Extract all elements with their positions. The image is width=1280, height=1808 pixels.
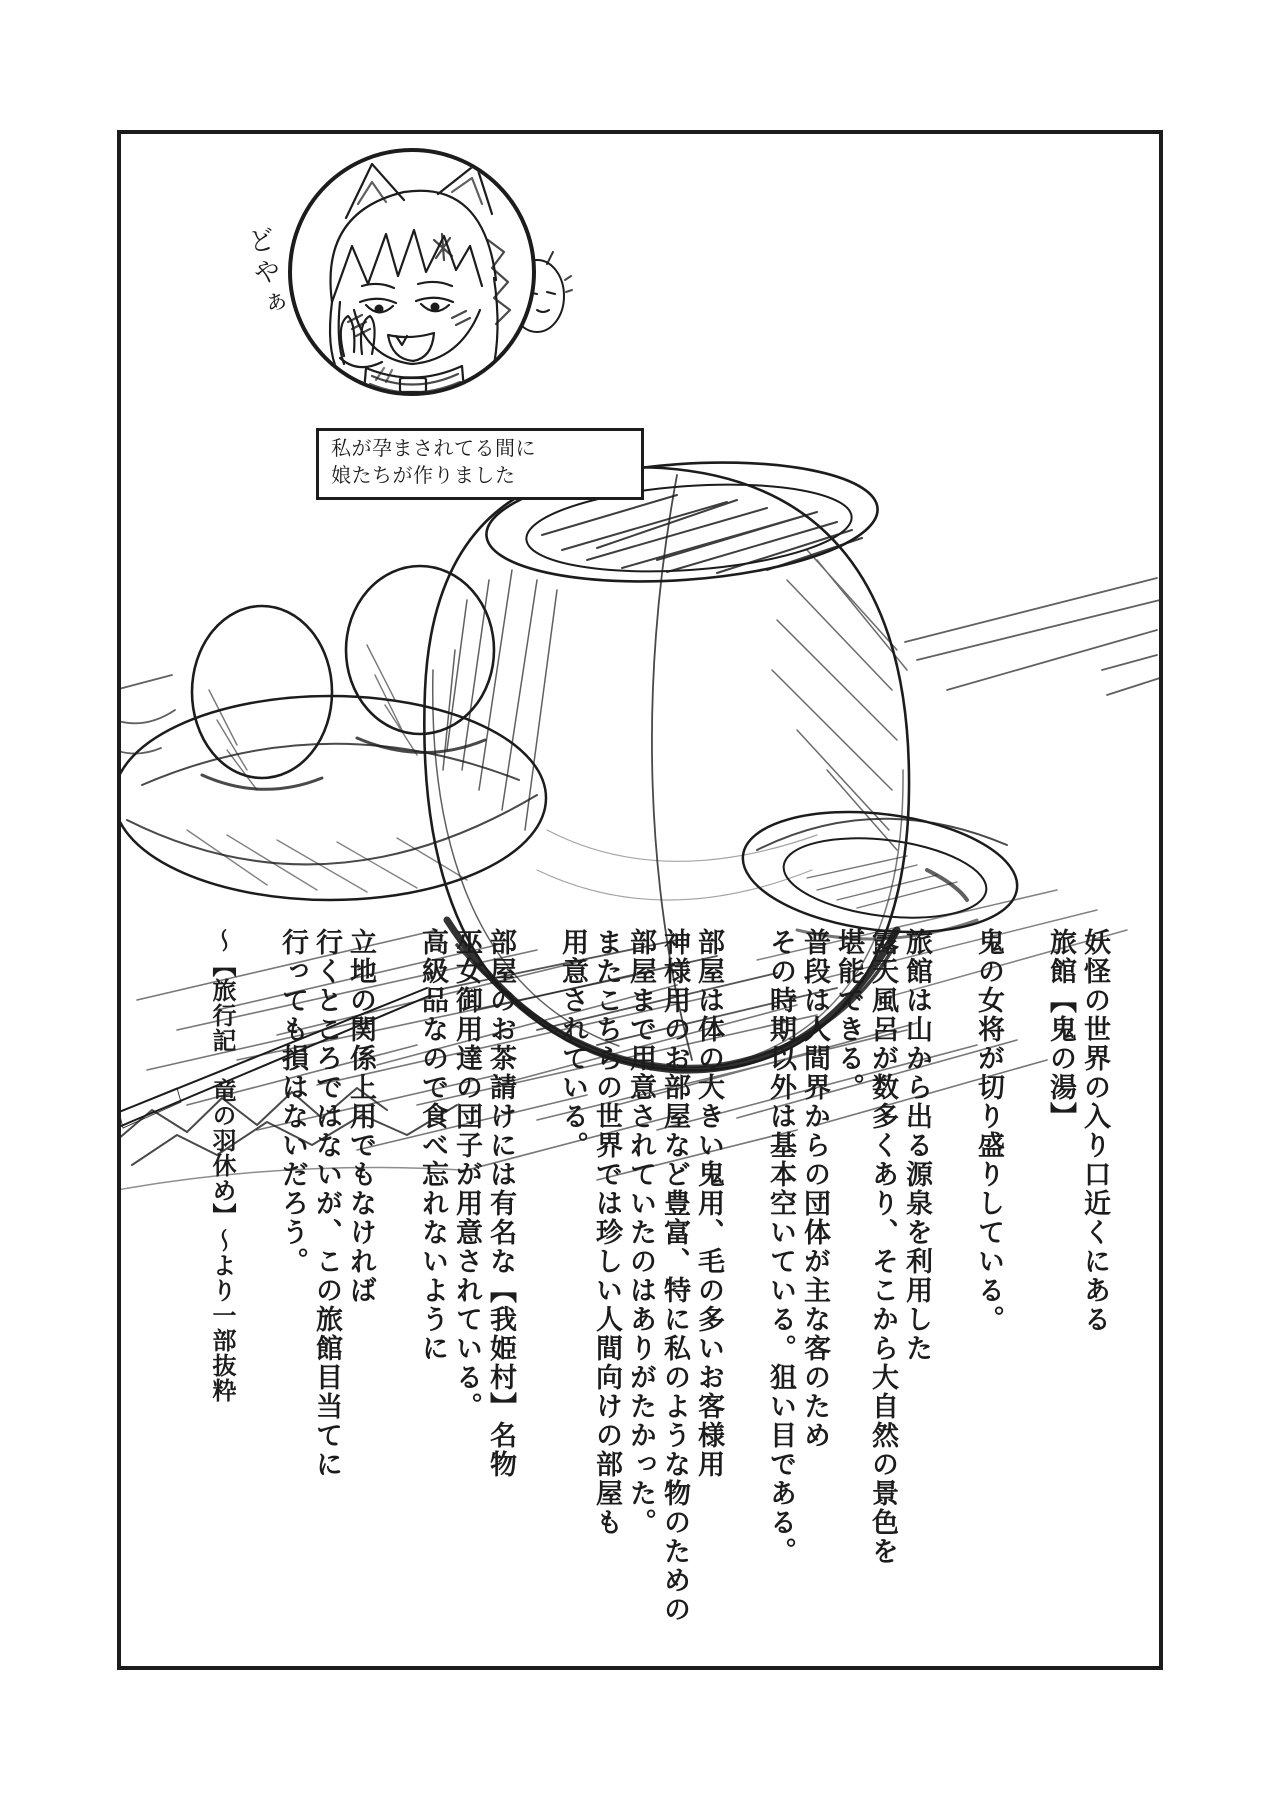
character-portrait bbox=[288, 148, 536, 396]
text-line: 鬼の女将が切り盛りしている。 bbox=[974, 928, 1004, 1334]
open-mouth bbox=[388, 333, 434, 361]
paragraph-okami bbox=[972, 928, 1006, 1640]
dumpling-plate bbox=[117, 566, 546, 900]
pot-right-hatch bbox=[772, 550, 907, 850]
text-line: 旅館は山から出る源泉を利用した bbox=[902, 928, 932, 1363]
eye-lids bbox=[360, 298, 453, 303]
pupil-left bbox=[375, 305, 384, 314]
citation-line: 〜【旅行記 竜の羽休め】〜より一部抜粋 bbox=[208, 928, 234, 1403]
text-line: 行っても損はないだろう。 bbox=[278, 928, 308, 1276]
travelogue-text bbox=[204, 928, 1112, 1640]
mouth-line bbox=[537, 310, 549, 312]
bangs bbox=[332, 230, 482, 302]
sfx-doyaa: どやぁ bbox=[241, 224, 289, 324]
eyebrows bbox=[362, 282, 452, 288]
table-left-strokes bbox=[117, 675, 175, 754]
caption-box bbox=[316, 428, 644, 500]
text-line: 用意されている。 bbox=[558, 928, 588, 1160]
paragraph-dango bbox=[416, 928, 518, 1640]
table-edge-lines bbox=[905, 578, 1160, 695]
text-line: 旅館【鬼の湯】 bbox=[1046, 928, 1076, 1131]
cat-ear-left bbox=[346, 164, 404, 218]
dumpling-left bbox=[192, 606, 332, 778]
paragraph-verdict bbox=[276, 928, 378, 1640]
paragraph-location bbox=[1044, 928, 1112, 1640]
blush-lines bbox=[348, 311, 470, 336]
dumpling-right bbox=[346, 566, 494, 734]
text-line: 普段は人間界からの団体が主な客のため bbox=[800, 928, 830, 1450]
text-line: 行くところではないが、この旅館目当てに bbox=[312, 928, 342, 1479]
text-line: 高級品なので食べ忘れないように bbox=[418, 928, 448, 1363]
text-line: 堪能できる。 bbox=[834, 928, 864, 1102]
text-line: 神様用のお部屋など豊富、特に私のような物のための bbox=[660, 928, 690, 1624]
plate-hatch bbox=[187, 830, 467, 892]
text-line: その時期以外は基本空いている。狙い目である。 bbox=[766, 928, 796, 1566]
hair-scribble bbox=[434, 234, 452, 260]
paragraph-rooms bbox=[556, 928, 726, 1640]
caption-line-2: 娘たちが作りました bbox=[331, 465, 516, 487]
text-line: またこちらの世界では珍しい人間向けの部屋も bbox=[592, 928, 622, 1537]
text-line: 巫女御用達の団子が用意されている。 bbox=[452, 928, 482, 1421]
text-line: 部屋まで用意されていたのはありがたかった。 bbox=[626, 928, 656, 1537]
pot-left-hatch bbox=[443, 570, 557, 830]
text-line: 露天風呂が数多くあり、そこから大自然の景色を bbox=[868, 928, 898, 1566]
text-line: 部屋のお茶請けには有名な【我姫村】名物 bbox=[486, 928, 516, 1479]
catgirl-sketch bbox=[292, 152, 532, 392]
pot-mouth-hatch bbox=[542, 495, 862, 573]
paragraph-onsen bbox=[764, 928, 934, 1640]
text-line: 立地の関係上用でもなければ bbox=[346, 928, 376, 1305]
pupil-right bbox=[431, 303, 440, 312]
side-hair-right bbox=[492, 278, 498, 374]
text-line: 部屋は体の大きい鬼用、毛の多いお客様用 bbox=[694, 928, 724, 1479]
caption-line-1: 私が孕まされてる間に bbox=[331, 438, 536, 460]
text-line: 妖怪の世界の入り口近くにある bbox=[1080, 928, 1110, 1334]
tick-marks bbox=[565, 276, 572, 292]
